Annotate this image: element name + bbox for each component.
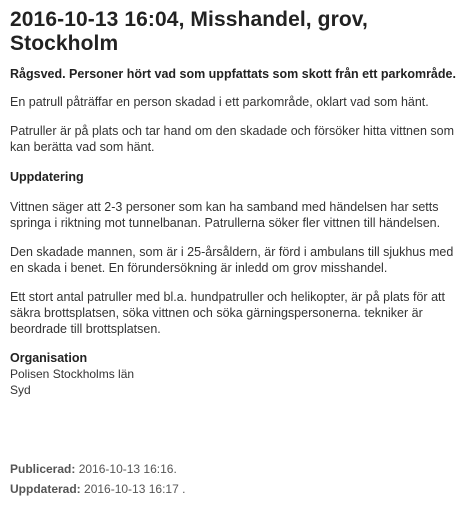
article-lead: Rågsved. Personer hört vad som uppfattats som skott från ett parkområde.	[10, 67, 456, 81]
published-value: 2016-10-13 16:16.	[78, 462, 177, 476]
updated-label: Uppdaterad:	[10, 482, 81, 496]
published-meta	[10, 461, 177, 477]
published-label: Publicerad:	[10, 462, 76, 476]
updated-value: 2016-10-13 16:17 .	[84, 482, 186, 496]
update-paragraph-1: Vittnen säger att 2-3 personer som kan ha samband med händelsen har setts springa i riktning mot tunnelbanan. Patrullerna söker fler vittnen till händelsen.	[10, 200, 441, 230]
article-title: 2016-10-13 16:04, Misshandel, grov, Stockholm	[10, 8, 368, 55]
updated-meta	[10, 481, 185, 497]
article-paragraph-2: Patruller är på plats och tar hand om den skadade och försöker hitta vittnen som kan berätta vad som hänt.	[10, 124, 454, 154]
organisation-heading: Organisation	[10, 351, 88, 365]
update-paragraph-2: Den skadade mannen, som är i 25-årsåldern, är förd i ambulans till sjukhus med en skada i benet. En förundersökning är inledd om grov misshandel.	[10, 245, 454, 275]
update-paragraph-3: Ett stort antal patruller med bl.a. hundpatruller och helikopter, är på plats för att säkra brottsplatsen, söka vittnen och söka gärningspersonerna. tekniker är beordrade till brottsplatsen.	[10, 290, 445, 336]
update-heading: Uppdatering	[10, 170, 84, 184]
organisation-name: Polisen Stockholms län	[10, 367, 135, 381]
article-paragraph-1: En patrull påträffar en person skadad i ett parkområde, oklart vad som hänt.	[10, 95, 429, 109]
organisation-area: Syd	[10, 383, 31, 397]
